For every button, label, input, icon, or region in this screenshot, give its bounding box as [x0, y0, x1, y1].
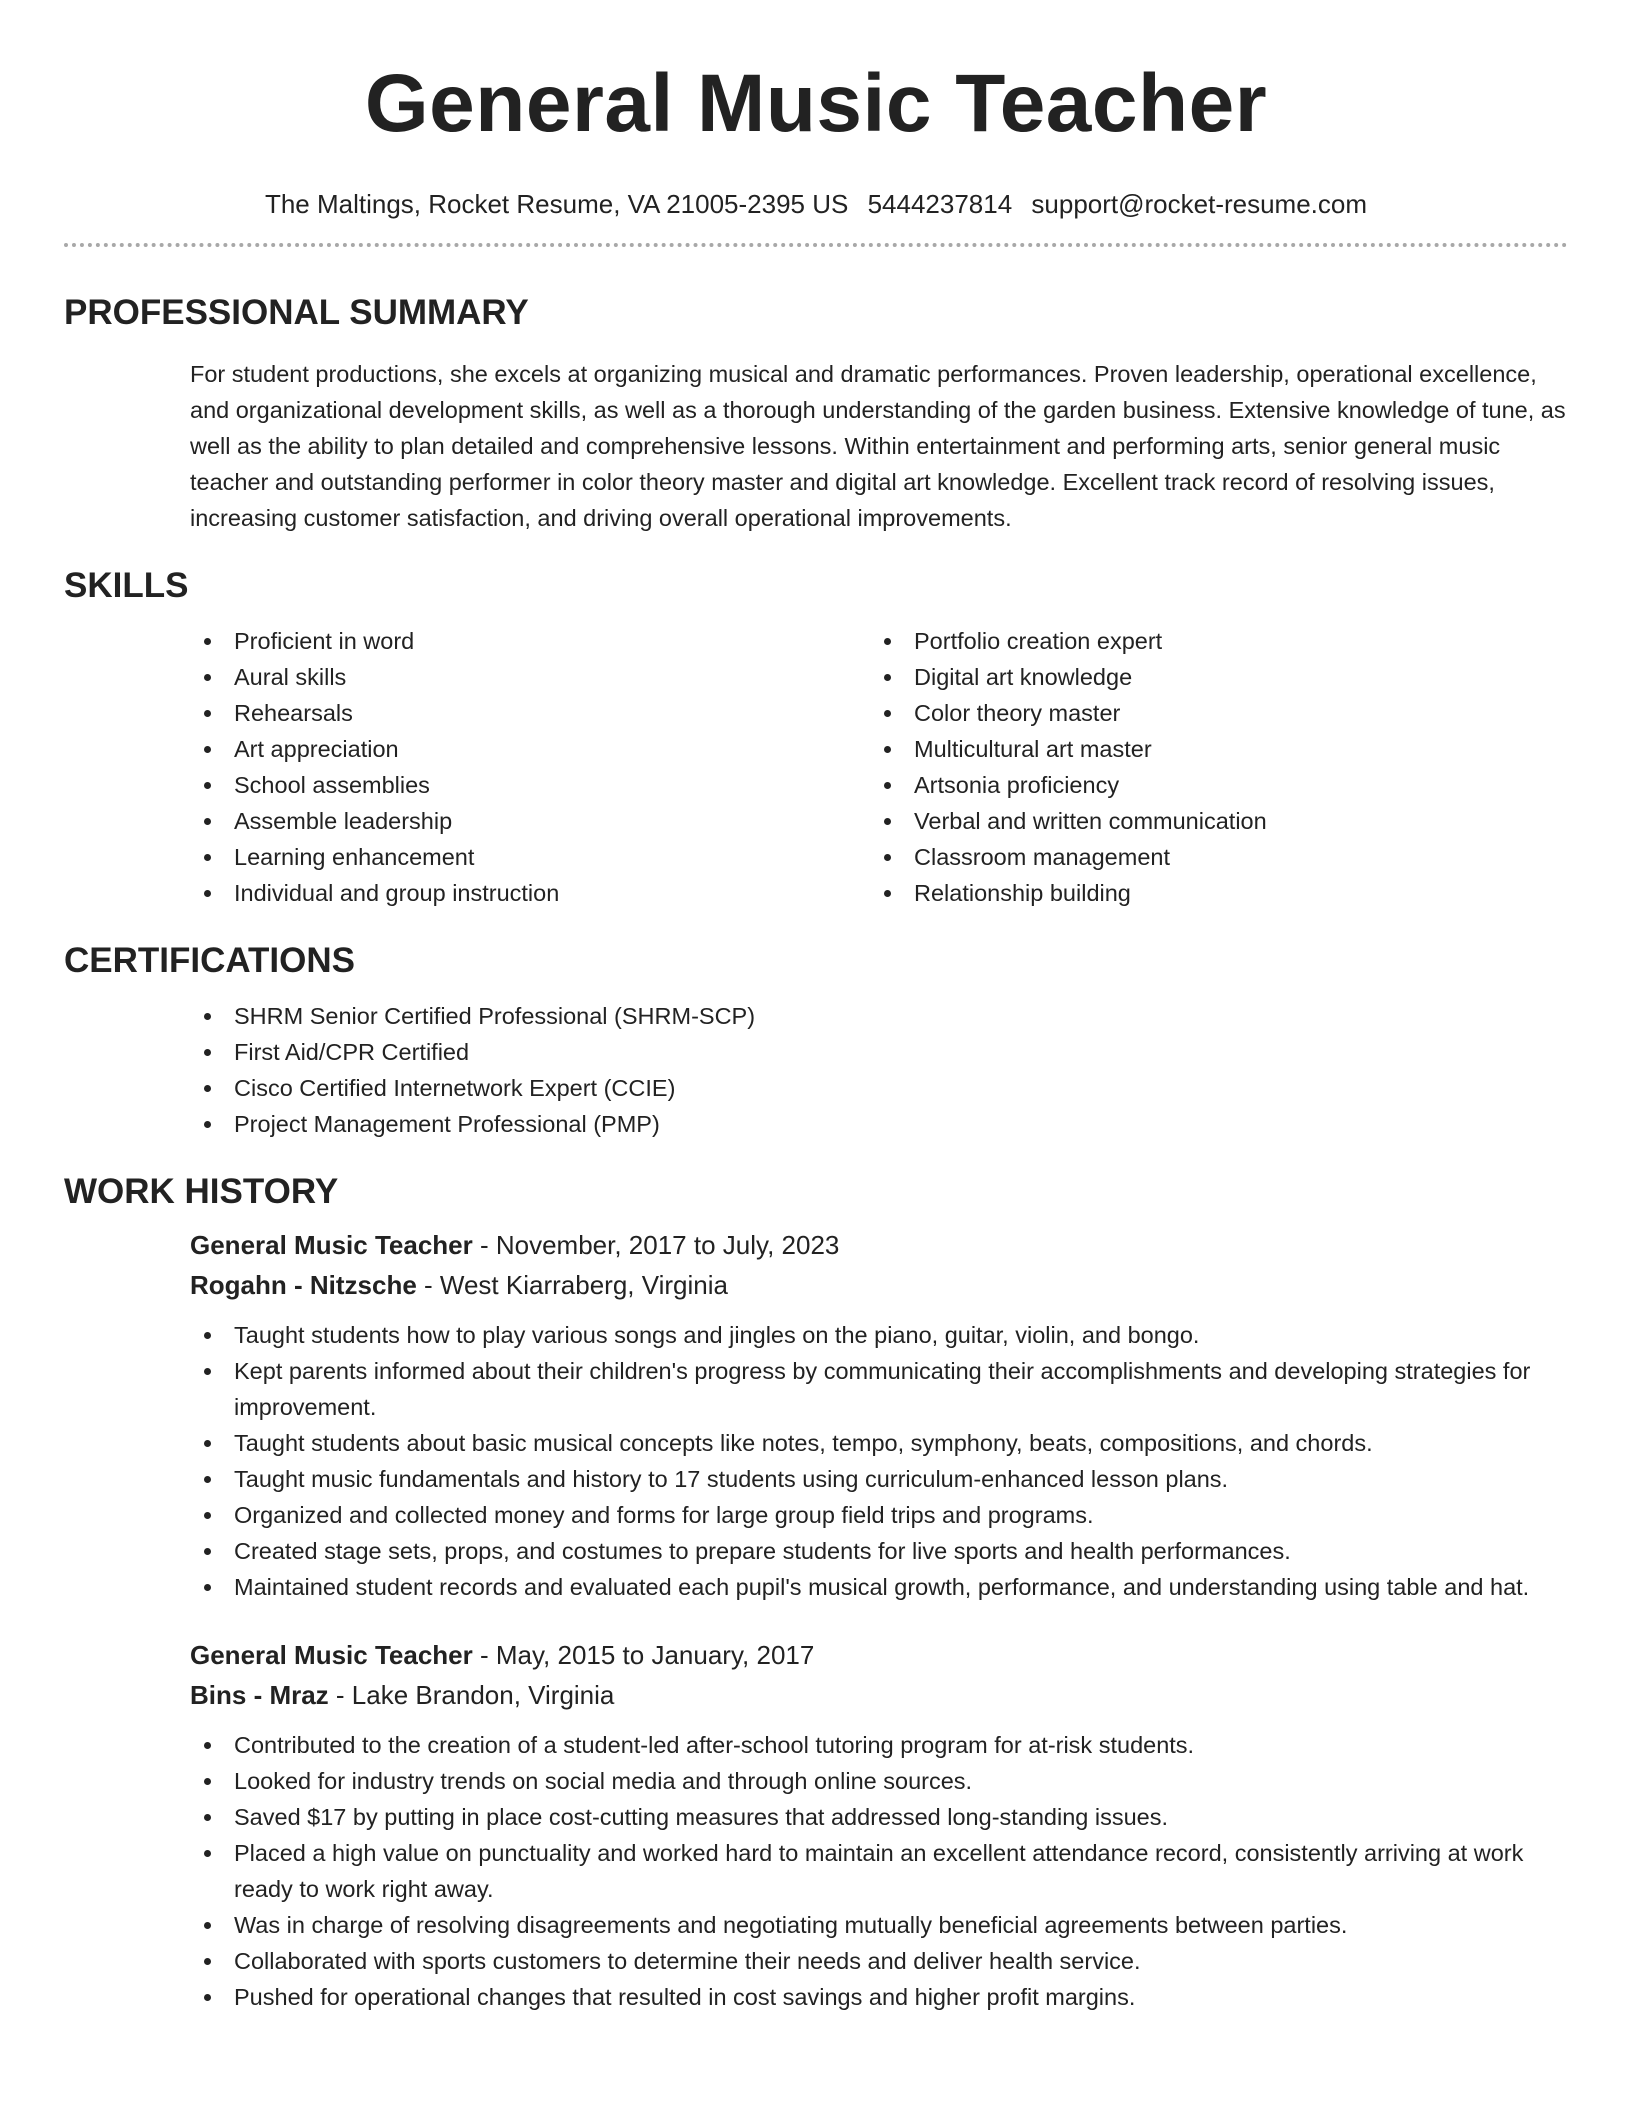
- job-entry: [190, 1225, 1568, 1605]
- skill-item: Individual and group instruction: [190, 875, 870, 911]
- job-bullet: Pushed for operational changes that resulted in cost savings and higher profit margins.: [190, 1979, 1568, 2015]
- job-location: - Lake Brandon, Virginia: [328, 1680, 615, 1710]
- skill-item: Assemble leadership: [190, 803, 870, 839]
- contact-address: The Maltings, Rocket Resume, VA 21005-2395 US: [264, 189, 849, 219]
- job-title-line: [190, 1635, 1568, 1675]
- skills-list-right: [870, 623, 1550, 911]
- job-bullet: Collaborated with sports customers to determine their needs and deliver health service.: [190, 1943, 1568, 1979]
- job-location: - West Kiarraberg, Virginia: [416, 1270, 728, 1300]
- certification-item: Cisco Certified Internetwork Expert (CCIE): [190, 1070, 1568, 1106]
- certifications-heading: CERTIFICATIONS: [64, 941, 356, 980]
- skills-heading: SKILLS: [64, 566, 189, 605]
- certification-item: Project Management Professional (PMP): [190, 1106, 1568, 1142]
- job-company: Bins - Mraz: [190, 1680, 329, 1710]
- job-company-line: [190, 1265, 1568, 1305]
- skill-item: Aural skills: [190, 659, 870, 695]
- job-title-line: [190, 1225, 1568, 1265]
- skill-item: Digital art knowledge: [870, 659, 1550, 695]
- skill-item: Color theory master: [870, 695, 1550, 731]
- work-history-heading: WORK HISTORY: [64, 1172, 339, 1211]
- skill-item: Artsonia proficiency: [870, 767, 1550, 803]
- summary-text: For student productions, she excels at organizing musical and dramatic performances. Proven leadership, operational excellence, and organizational development skills, as well as a thorough understanding of the garden business. Extensive knowledge of tune, as well as the ability to plan detailed and comprehensive lessons. Within entertainment and performing arts, senior general music teacher and outstanding performer in color theory master and digital art knowledge. Excellent track record of resolving issues, increasing customer satisfaction, and driving overall operational improvements.: [190, 361, 1566, 531]
- skill-item: Verbal and written communication: [870, 803, 1550, 839]
- job-bullet: Was in charge of resolving disagreements and negotiating mutually beneficial agreements between parties.: [190, 1907, 1568, 1943]
- job-bullet: Organized and collected money and forms for large group field trips and programs.: [190, 1497, 1568, 1533]
- job-bullet: Saved $17 by putting in place cost-cutting measures that addressed long-standing issues.: [190, 1799, 1568, 1835]
- job-company-line: [190, 1675, 1568, 1715]
- job-bullet: Looked for industry trends on social media and through online sources.: [190, 1763, 1568, 1799]
- header-divider: [64, 243, 1568, 247]
- skill-item: Art appreciation: [190, 731, 870, 767]
- certification-item: SHRM Senior Certified Professional (SHRM-SCP): [190, 998, 1568, 1034]
- certification-item: First Aid/CPR Certified: [190, 1034, 1568, 1070]
- job-bullet: Maintained student records and evaluated each pupil's musical growth, performance, and understanding using table and hat.: [190, 1569, 1568, 1605]
- skill-item: Multicultural art master: [870, 731, 1550, 767]
- job-bullet: Created stage sets, props, and costumes to prepare students for live sports and health performances.: [190, 1533, 1568, 1569]
- skill-item: Portfolio creation expert: [870, 623, 1550, 659]
- job-dates: - November, 2017 to July, 2023: [472, 1230, 840, 1260]
- contact-line: [64, 191, 1568, 217]
- job-entry: [190, 1635, 1568, 2015]
- skill-item: Proficient in word: [190, 623, 870, 659]
- job-bullet: Taught music fundamentals and history to 17 students using curriculum-enhanced lesson plans.: [190, 1461, 1568, 1497]
- job-bullets: [190, 1727, 1568, 2015]
- skill-item: School assemblies: [190, 767, 870, 803]
- certifications-list: [190, 998, 1568, 1142]
- job-bullet: Placed a high value on punctuality and worked hard to maintain an excellent attendance record, consistently arriving at work ready to work right away.: [190, 1835, 1568, 1907]
- skill-item: Learning enhancement: [190, 839, 870, 875]
- job-bullet: Kept parents informed about their children's progress by communicating their accomplishments and developing strategies for improvement.: [190, 1353, 1568, 1425]
- job-dates: - May, 2015 to January, 2017: [472, 1640, 815, 1670]
- skills-list-left: [190, 623, 870, 911]
- summary-heading: PROFESSIONAL SUMMARY: [64, 293, 529, 332]
- contact-phone: 5444237814: [867, 189, 1013, 219]
- job-bullet: Taught students about basic musical concepts like notes, tempo, symphony, beats, compositions, and chords.: [190, 1425, 1568, 1461]
- skill-item: Rehearsals: [190, 695, 870, 731]
- job-role: General Music Teacher: [190, 1640, 473, 1670]
- contact-email: support@rocket-resume.com: [1031, 189, 1368, 219]
- skills-columns: [190, 623, 1568, 911]
- job-bullet: Taught students how to play various songs and jingles on the piano, guitar, violin, and bongo.: [190, 1317, 1568, 1353]
- skill-item: Classroom management: [870, 839, 1550, 875]
- job-role: General Music Teacher: [190, 1230, 473, 1260]
- job-company: Rogahn - Nitzsche: [190, 1270, 417, 1300]
- skill-item: Relationship building: [870, 875, 1550, 911]
- resume-name: General Music Teacher: [364, 58, 1268, 149]
- job-bullet: Contributed to the creation of a student-led after-school tutoring program for at-risk students.: [190, 1727, 1568, 1763]
- job-bullets: [190, 1317, 1568, 1605]
